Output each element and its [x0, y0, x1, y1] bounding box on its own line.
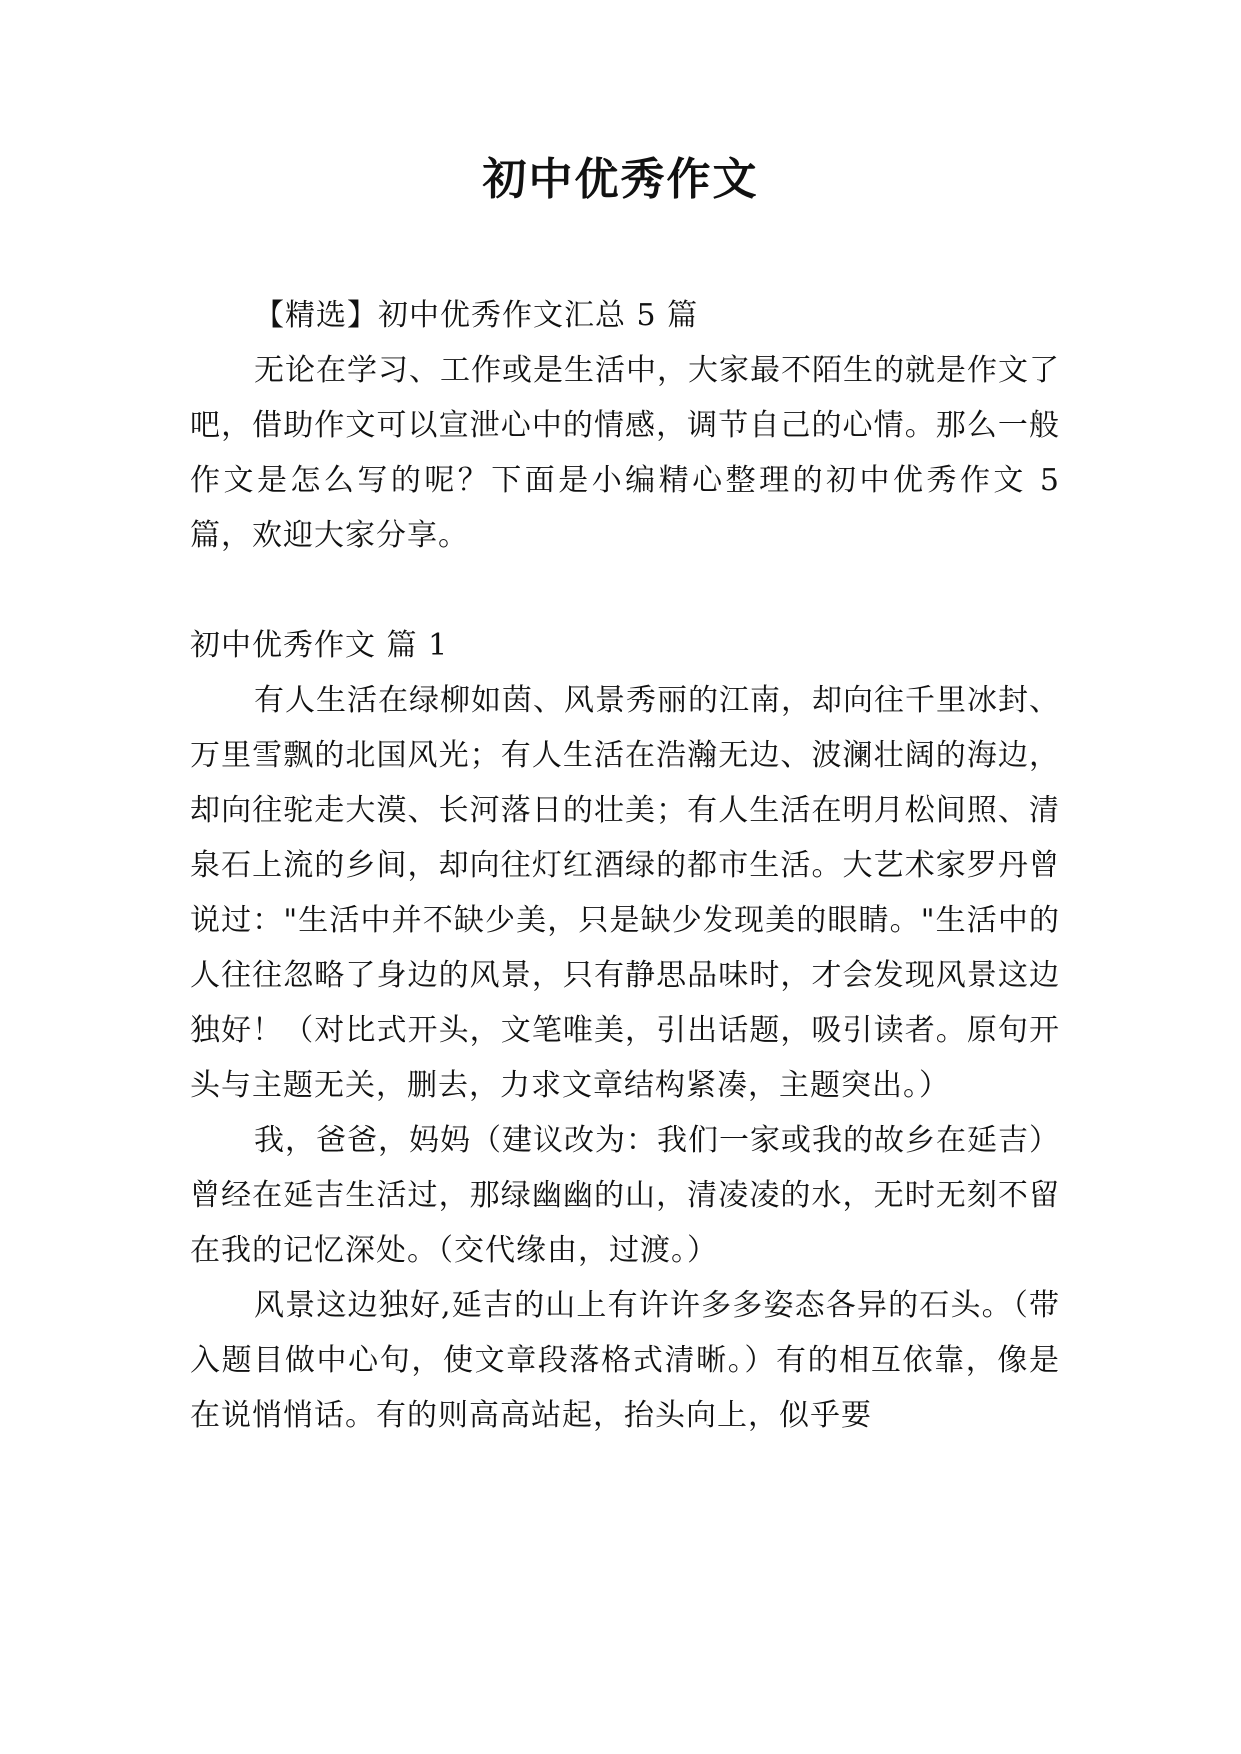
body-paragraph: 有人生活在绿柳如茵、风景秀丽的江南，却向往千里冰封、万里雪飘的北国风光；有人生活在浩瀚无边、波澜壮阔的海边，却向往驼走大漠、长河落日的壮美；有人生活在明月松间照、清泉石上流的乡间，却向往灯红酒绿的都市生活。大艺术家罗丹曾说过："生活中并不缺少美，只是缺少发现美的眼睛。"生活中的人往往忽略了身边的风景，只有静思品味时，才会发现风景这边独好！（对比式开头，文笔唯美，引出话题，吸引读者。原句开头与主题无关，删去，力求文章结构紧凑，主题突出。） — [190, 683, 1060, 1103]
body-paragraph: 我，爸爸，妈妈（建议改为：我们一家或我的故乡在延吉）曾经在延吉生活过，那绿幽幽的山，清凌凌的水，无时无刻不留在我的记忆深处。（交代缘由，过渡。） — [190, 1123, 1060, 1268]
document-subtitle: 【精选】初中优秀作文汇总 5 篇 — [254, 298, 699, 333]
body-paragraph: 风景这边独好,延吉的山上有许许多多姿态各异的石头。（带入题目做中心句，使文章段落格式清晰。）有的相互依靠，像是在说悄悄话。有的则高高站起，抬头向上，似乎要 — [190, 1288, 1060, 1433]
document-title: 初中优秀作文 — [482, 154, 759, 205]
intro-paragraph: 无论在学习、工作或是生活中，大家最不陌生的就是作文了吧，借助作文可以宣泄心中的情感，调节自己的心情。那么一般作文是怎么写的呢？下面是小编精心整理的初中优秀作文 5 篇，欢迎大家分享。 — [190, 353, 1060, 553]
document-body — [190, 288, 1060, 1443]
section-heading: 初中优秀作文 篇 1 — [190, 628, 449, 663]
